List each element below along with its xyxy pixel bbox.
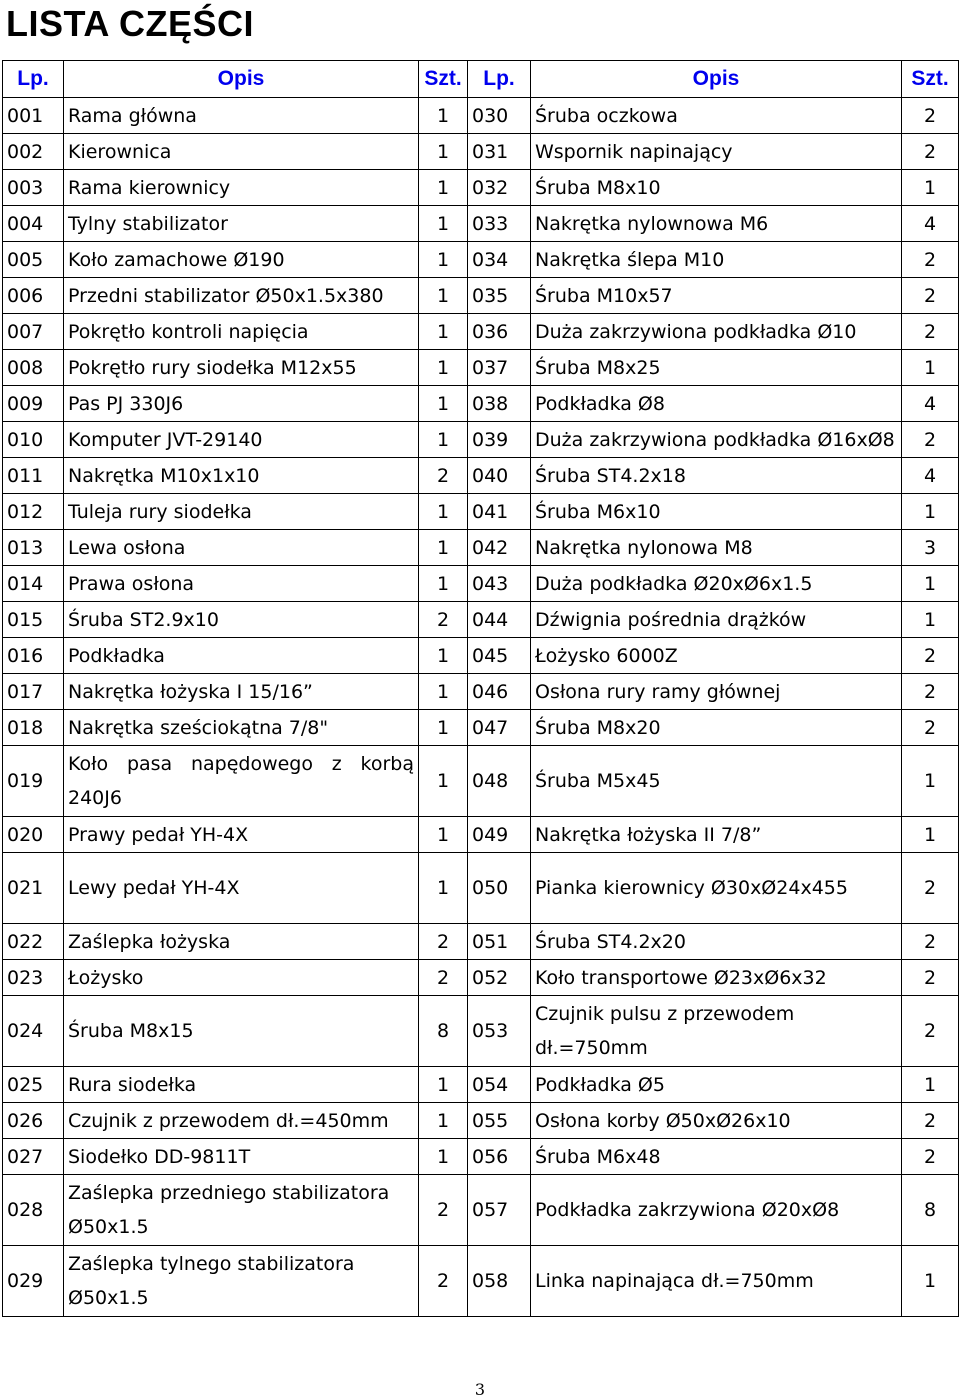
item-quantity: 1 [419,314,468,350]
item-description: Zaślepka tylnego stabilizatora Ø50x1.5 [64,1246,419,1317]
table-row [3,924,959,960]
item-quantity: 1 [419,853,468,924]
item-number: 032 [468,170,531,206]
item-quantity: 1 [419,1103,468,1139]
item-quantity: 1 [419,422,468,458]
table-row [3,494,959,530]
item-number: 056 [468,1139,531,1175]
item-description: Zaślepka łożyska [64,924,419,960]
item-number: 005 [3,242,64,278]
item-quantity: 1 [902,350,959,386]
table-row [3,960,959,996]
table-row [3,674,959,710]
item-quantity: 1 [419,638,468,674]
item-description: Śruba ST4.2x18 [531,458,902,494]
item-quantity: 1 [419,350,468,386]
item-description: Łożysko 6000Z [531,638,902,674]
item-description: Śruba ST4.2x20 [531,924,902,960]
item-description: Linka napinająca dł.=750mm [531,1246,902,1317]
item-quantity: 1 [902,602,959,638]
item-quantity: 1 [419,206,468,242]
item-description: Pas PJ 330J6 [64,386,419,422]
item-number: 038 [468,386,531,422]
item-number: 043 [468,566,531,602]
parts-table-body [3,98,959,1317]
item-quantity: 2 [419,1175,468,1246]
item-description: Śruba M8x15 [64,996,419,1067]
item-number: 020 [3,817,64,853]
item-description: Koło pasa napędowego z korbą 240J6 [64,746,419,817]
table-row [3,278,959,314]
item-number: 058 [468,1246,531,1317]
table-row [3,134,959,170]
item-quantity: 1 [902,746,959,817]
table-row [3,817,959,853]
item-number: 025 [3,1067,64,1103]
item-number: 010 [3,422,64,458]
item-description: Lewa osłona [64,530,419,566]
item-number: 054 [468,1067,531,1103]
item-number: 048 [468,746,531,817]
item-number: 024 [3,996,64,1067]
item-quantity: 1 [419,386,468,422]
item-description: Osłona korby Ø50xØ26x10 [531,1103,902,1139]
item-description: Śruba M6x48 [531,1139,902,1175]
item-quantity: 1 [902,817,959,853]
header-szt: Szt. [419,61,468,98]
item-number: 037 [468,350,531,386]
item-number: 021 [3,853,64,924]
item-quantity: 4 [902,206,959,242]
item-quantity: 2 [902,314,959,350]
item-description: Wspornik napinający [531,134,902,170]
item-number: 036 [468,314,531,350]
item-number: 004 [3,206,64,242]
item-quantity: 8 [902,1175,959,1246]
item-description: Podkładka Ø8 [531,386,902,422]
item-quantity: 1 [419,674,468,710]
item-description: Śruba M10x57 [531,278,902,314]
item-description: Rura siodełka [64,1067,419,1103]
item-number: 044 [468,602,531,638]
item-description: Śruba M8x10 [531,170,902,206]
table-row [3,566,959,602]
item-quantity: 2 [902,134,959,170]
item-quantity: 1 [902,494,959,530]
header-opis: Opis [64,61,419,98]
item-number: 014 [3,566,64,602]
table-row [3,710,959,746]
item-quantity: 2 [902,960,959,996]
item-quantity: 1 [419,710,468,746]
item-description: Śruba M5x45 [531,746,902,817]
item-number: 011 [3,458,64,494]
item-quantity: 1 [902,1246,959,1317]
item-number: 019 [3,746,64,817]
table-row [3,853,959,924]
item-quantity: 2 [419,960,468,996]
item-description: Śruba M6x10 [531,494,902,530]
item-number: 039 [468,422,531,458]
item-quantity: 1 [419,242,468,278]
table-row [3,98,959,134]
item-number: 029 [3,1246,64,1317]
item-quantity: 2 [902,710,959,746]
item-quantity: 2 [902,674,959,710]
item-quantity: 2 [902,996,959,1067]
item-quantity: 1 [419,530,468,566]
item-quantity: 2 [419,924,468,960]
item-quantity: 1 [419,494,468,530]
table-row [3,350,959,386]
item-description: Nakrętka ślepa M10 [531,242,902,278]
item-quantity: 2 [902,98,959,134]
table-row [3,458,959,494]
item-quantity: 4 [902,458,959,494]
item-description: Nakrętka nylonowa M8 [531,530,902,566]
table-row [3,242,959,278]
item-description: Podkładka zakrzywiona Ø20xØ8 [531,1175,902,1246]
item-quantity: 1 [419,134,468,170]
item-description: Śruba M8x20 [531,710,902,746]
table-row [3,602,959,638]
item-description: Duża zakrzywiona podkładka Ø16xØ8 [531,422,902,458]
item-number: 002 [3,134,64,170]
item-number: 034 [468,242,531,278]
table-row [3,1246,959,1317]
table-row [3,996,959,1067]
item-number: 007 [3,314,64,350]
item-quantity: 2 [902,924,959,960]
item-number: 023 [3,960,64,996]
item-description: Przedni stabilizator Ø50x1.5x380 [64,278,419,314]
item-quantity: 3 [902,530,959,566]
header-szt: Szt. [902,61,959,98]
item-number: 003 [3,170,64,206]
page-title: LISTA CZĘŚCI [6,3,254,44]
table-row [3,1067,959,1103]
item-number: 018 [3,710,64,746]
item-number: 053 [468,996,531,1067]
item-description: Nakrętka M10x1x10 [64,458,419,494]
item-quantity: 1 [419,170,468,206]
item-description: Czujnik pulsu z przewodem dł.=750mm [531,996,902,1067]
table-row [3,638,959,674]
item-quantity: 1 [419,278,468,314]
table-row [3,314,959,350]
header-lp: Lp. [3,61,64,98]
item-quantity: 1 [419,1139,468,1175]
item-description: Nakrętka nylownowa M6 [531,206,902,242]
item-number: 040 [468,458,531,494]
item-description: Kierownica [64,134,419,170]
item-number: 042 [468,530,531,566]
item-description: Nakrętka sześciokątna 7/8" [64,710,419,746]
item-number: 035 [468,278,531,314]
item-quantity: 2 [902,853,959,924]
item-quantity: 1 [419,566,468,602]
item-description: Pianka kierownicy Ø30xØ24x455 [531,853,902,924]
item-description: Podkładka Ø5 [531,1067,902,1103]
item-description: Siodełko DD-9811T [64,1139,419,1175]
header-opis: Opis [531,61,902,98]
item-number: 049 [468,817,531,853]
item-description: Prawy pedał YH-4X [64,817,419,853]
item-quantity: 1 [419,98,468,134]
item-description: Osłona rury ramy głównej [531,674,902,710]
item-quantity: 1 [419,817,468,853]
item-description: Rama kierownicy [64,170,419,206]
item-description: Rama główna [64,98,419,134]
item-number: 051 [468,924,531,960]
item-number: 017 [3,674,64,710]
item-quantity: 2 [902,278,959,314]
item-quantity: 1 [902,566,959,602]
item-number: 009 [3,386,64,422]
item-description: Nakrętka łożyska I 15/16” [64,674,419,710]
item-quantity: 2 [902,422,959,458]
item-quantity: 8 [419,996,468,1067]
item-number: 006 [3,278,64,314]
item-description: Łożysko [64,960,419,996]
table-row [3,1139,959,1175]
parts-table [2,60,959,1317]
table-header-row [3,61,959,98]
item-description: Zaślepka przedniego stabilizatora Ø50x1.5 [64,1175,419,1246]
item-number: 027 [3,1139,64,1175]
item-number: 015 [3,602,64,638]
item-number: 057 [468,1175,531,1246]
item-number: 030 [468,98,531,134]
item-description: Komputer JVT-29140 [64,422,419,458]
page-number: 3 [474,1380,486,1399]
item-description: Prawa osłona [64,566,419,602]
item-number: 028 [3,1175,64,1246]
item-description: Śruba M8x25 [531,350,902,386]
item-description: Śruba oczkowa [531,98,902,134]
item-number: 041 [468,494,531,530]
item-quantity: 2 [902,242,959,278]
item-quantity: 2 [902,638,959,674]
table-row [3,1103,959,1139]
item-number: 047 [468,710,531,746]
item-number: 012 [3,494,64,530]
item-description: Koło zamachowe Ø190 [64,242,419,278]
item-number: 033 [468,206,531,242]
item-description: Pokrętło rury siodełka M12x55 [64,350,419,386]
item-quantity: 2 [902,1139,959,1175]
item-description: Nakrętka łożyska II 7/8” [531,817,902,853]
header-lp: Lp. [468,61,531,98]
item-description: Tuleja rury siodełka [64,494,419,530]
item-description: Podkładka [64,638,419,674]
item-number: 026 [3,1103,64,1139]
item-number: 016 [3,638,64,674]
item-quantity: 2 [419,458,468,494]
item-quantity: 4 [902,386,959,422]
item-number: 008 [3,350,64,386]
item-quantity: 1 [419,1067,468,1103]
item-description: Duża podkładka Ø20xØ6x1.5 [531,566,902,602]
item-quantity: 2 [419,1246,468,1317]
table-row [3,746,959,817]
item-quantity: 1 [419,746,468,817]
item-quantity: 2 [419,602,468,638]
item-number: 052 [468,960,531,996]
item-description: Tylny stabilizator [64,206,419,242]
table-row [3,530,959,566]
item-description: Duża zakrzywiona podkładka Ø10 [531,314,902,350]
item-number: 022 [3,924,64,960]
item-quantity: 2 [902,1103,959,1139]
item-number: 001 [3,98,64,134]
item-quantity: 1 [902,1067,959,1103]
item-number: 055 [468,1103,531,1139]
item-number: 031 [468,134,531,170]
item-number: 050 [468,853,531,924]
item-description: Śruba ST2.9x10 [64,602,419,638]
item-description: Koło transportowe Ø23xØ6x32 [531,960,902,996]
item-description: Dźwignia pośrednia drążków [531,602,902,638]
item-number: 045 [468,638,531,674]
item-description: Czujnik z przewodem dł.=450mm [64,1103,419,1139]
item-description: Lewy pedał YH-4X [64,853,419,924]
table-row [3,206,959,242]
item-description: Pokrętło kontroli napięcia [64,314,419,350]
table-row [3,170,959,206]
item-number: 046 [468,674,531,710]
table-row [3,386,959,422]
table-row [3,422,959,458]
item-number: 013 [3,530,64,566]
item-quantity: 1 [902,170,959,206]
table-row [3,1175,959,1246]
